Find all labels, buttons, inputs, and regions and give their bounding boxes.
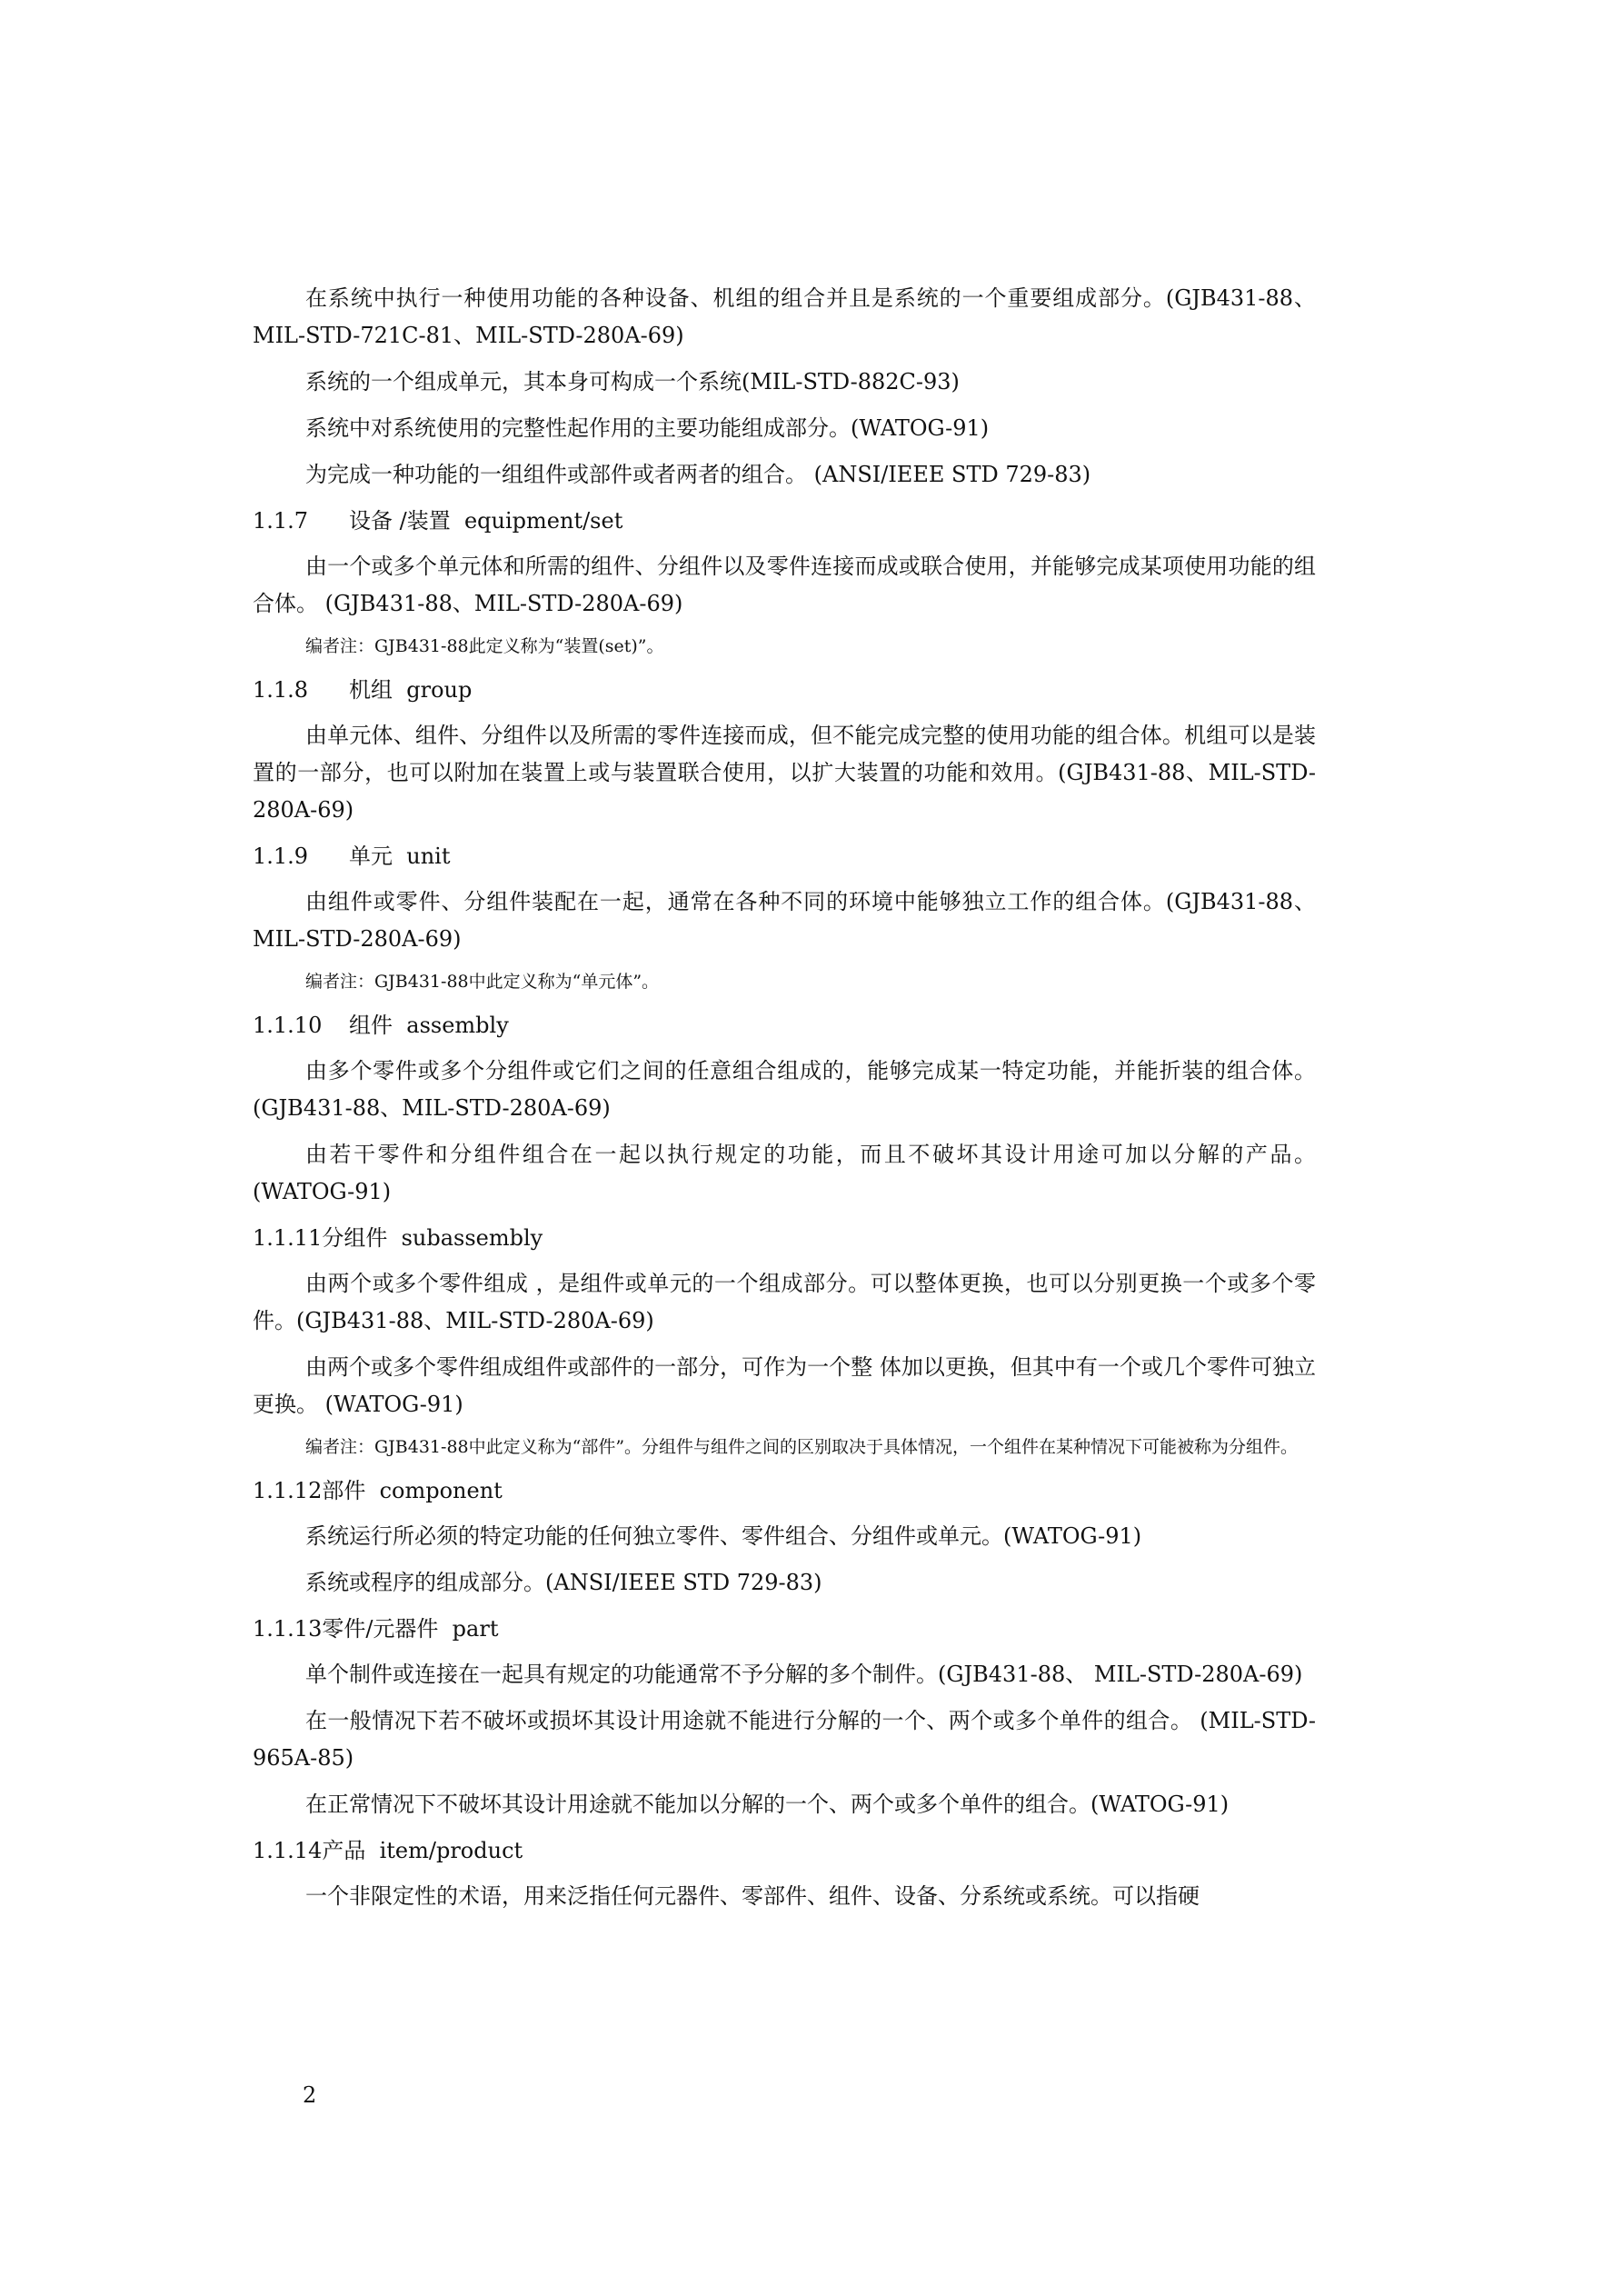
definition-paragraph: 在正常情况下不破坏其设计用途就不能加以分解的一个、两个或多个单件的组合。(WATOG-91) <box>305 1792 1230 1817</box>
section-number: 1.1.10 <box>253 1013 323 1038</box>
definition-paragraph: 系统中对系统使用的完整性起作用的主要功能组成部分。(WATOG-91) <box>305 415 990 441</box>
definition-paragraph: 为完成一种功能的一组组件或部件或者两者的组合。 (ANSI/IEEE STD 729-83) <box>305 462 1091 487</box>
term-heading <box>253 1472 1316 1509</box>
term-title: 产品 item/product <box>322 1838 523 1863</box>
section-number: 1.1.9 <box>253 844 309 869</box>
definition-paragraph: 由一个或多个单元体和所需的组件、分组件以及零件连接而成或联合使用，并能够完成某项使用功能的组合体。 (GJB431-88、MIL-STD-280A-69) <box>253 554 1316 616</box>
definition-paragraph: 在一般情况下若不破坏或损坏其设计用途就不能进行分解的一个、两个或多个单件的组合。 (MIL-STD-965A-85) <box>253 1708 1316 1771</box>
section-number: 1.1.11 <box>253 1225 323 1251</box>
section-number: 1.1.13 <box>253 1616 323 1642</box>
definition-paragraph: 系统运行所必须的特定功能的任何独立零件、零件组合、分组件或单元。(WATOG-91) <box>305 1523 1142 1549</box>
definition-paragraph: 由多个零件或多个分组件或它们之间的任意组合组成的，能够完成某一特定功能，并能折装的组合体。(GJB431-88、MIL-STD-280A-69) <box>253 1058 1316 1121</box>
definition-paragraph: 单个制件或连接在一起具有规定的功能通常不予分解的多个制件。(GJB431-88、 MIL-STD-280A-69) <box>305 1662 1303 1687</box>
definition-paragraph: 在系统中执行一种使用功能的各种设备、机组的组合并且是系统的一个重要组成部分。(GJB431-88、MIL-STD-721C-81、MIL-STD-280A-69) <box>253 285 1316 348</box>
term-heading <box>253 838 1316 874</box>
definition-paragraph: 由单元体、组件、分组件以及所需的零件连接而成，但不能完成完整的使用功能的组合体。机组可以是装置的一部分，也可以附加在装置上或与装置联合使用，以扩大装置的功能和效用。(GJB431-88、MIL-STD-280A-69) <box>253 723 1316 823</box>
section-number: 1.1.14 <box>253 1838 323 1863</box>
term-heading <box>253 503 1316 539</box>
section-number: 1.1.12 <box>253 1478 323 1503</box>
term-title: 零件/元器件 part <box>322 1616 499 1642</box>
term-heading <box>253 1832 1316 1869</box>
editor-note: 编者注：GJB431-88此定义称为“装置(set)”。 <box>305 636 664 656</box>
editor-note: 编者注：GJB431-88中此定义称为“单元体”。 <box>305 972 660 992</box>
term-title: 分组件 subassembly <box>322 1225 543 1251</box>
term-title: 单元 unit <box>349 844 451 869</box>
document-body <box>253 280 1316 1924</box>
term-heading <box>253 1611 1316 1647</box>
term-title: 部件 component <box>322 1478 503 1503</box>
section-number: 1.1.7 <box>253 508 309 534</box>
term-title: 组件 assembly <box>349 1013 509 1038</box>
term-title: 机组 group <box>349 677 473 703</box>
section-number: 1.1.8 <box>253 677 309 703</box>
definition-paragraph: 由组件或零件、分组件装配在一起，通常在各种不同的环境中能够独立工作的组合体。(GJB431-88、MIL-STD-280A-69) <box>253 889 1316 952</box>
definition-paragraph: 由两个或多个零件组成组件或部件的一部分，可作为一个整 体加以更换，但其中有一个或几个零件可独立更换。 (WATOG-91) <box>253 1354 1316 1417</box>
editor-note: 编者注：GJB431-88中此定义称为“部件”。分组件与组件之间的区别取决于具体情况，一个组件在某种情况下可能被称为分组件。 <box>305 1437 1299 1457</box>
term-heading <box>253 672 1316 708</box>
term-heading <box>253 1007 1316 1043</box>
page-number: 2 <box>303 2082 317 2108</box>
definition-paragraph: 由两个或多个零件组成 ，是组件或单元的一个组成部分。可以整体更换，也可以分别更换一个或多个零件。(GJB431-88、MIL-STD-280A-69) <box>253 1271 1316 1333</box>
definition-paragraph: 系统的一个组成单元，其本身可构成一个系统(MIL-STD-882C-93) <box>305 369 960 394</box>
definition-paragraph: 由若干零件和分组件组合在一起以执行规定的功能，而且不破坏其设计用途可加以分解的产品。(WATOG-91) <box>253 1142 1316 1204</box>
term-heading <box>253 1220 1316 1256</box>
definition-paragraph: 系统或程序的组成部分。(ANSI/IEEE STD 729-83) <box>305 1570 822 1595</box>
term-title: 设备 /装置 equipment/set <box>349 508 623 534</box>
definition-paragraph: 一个非限定性的术语，用来泛指任何元器件、零部件、组件、设备、分系统或系统。可以指硬 <box>305 1883 1200 1909</box>
